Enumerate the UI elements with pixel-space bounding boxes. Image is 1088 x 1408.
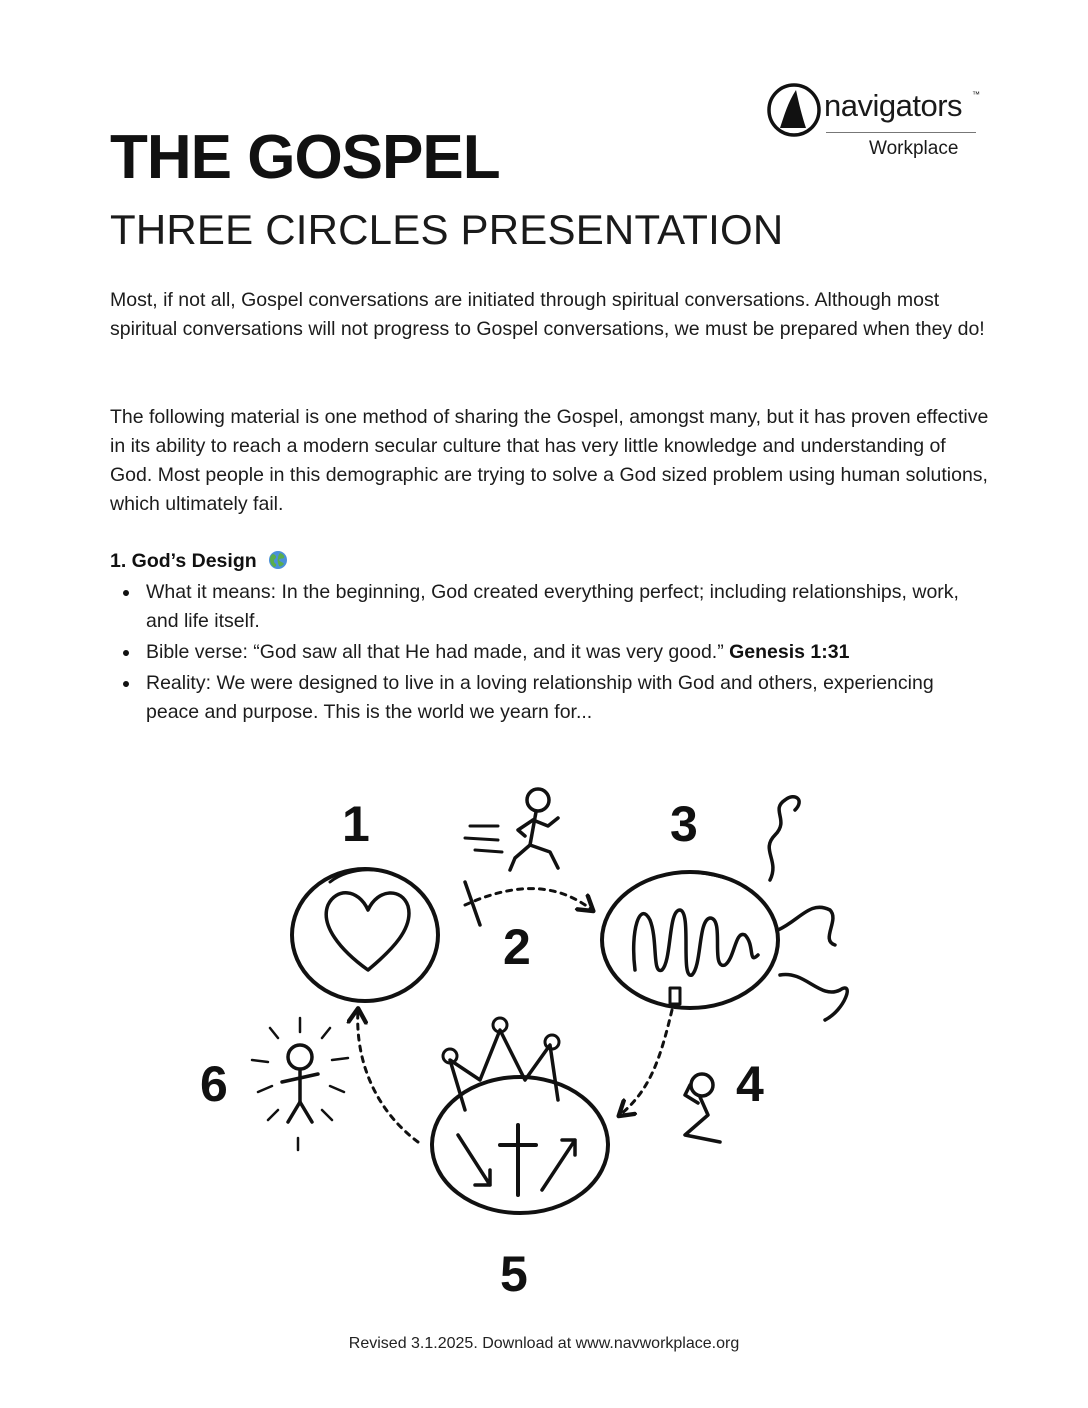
step-number-6: 6 bbox=[200, 1056, 228, 1112]
cross-icon bbox=[500, 1125, 536, 1195]
section-heading-text: 1. God’s Design bbox=[110, 550, 257, 572]
intro-paragraph-2: The following material is one method of sharing the Gospel, amongst many, but it has proven effective in its ability to reach a modern secular culture that has very little knowledge and understanding of God. Most people in this demographic are trying to solve a God sized problem using human solutions, which ultimately fail. bbox=[110, 406, 989, 515]
repent-arrow bbox=[620, 1010, 672, 1115]
bullet-item: What it means: In the beginning, God created everything perfect; including relationships, work, and life itself. bbox=[110, 578, 990, 636]
brokenness-circle bbox=[602, 797, 847, 1020]
scribble-icon bbox=[634, 910, 758, 975]
navigators-workplace-logo bbox=[766, 82, 981, 162]
step-number-3: 3 bbox=[670, 796, 698, 852]
step-number-2: 2 bbox=[503, 919, 531, 975]
step-number-4: 4 bbox=[736, 1056, 764, 1112]
step-number-5: 5 bbox=[500, 1246, 528, 1302]
down-arrow-icon bbox=[458, 1135, 490, 1185]
logo-trademark: ™ bbox=[972, 90, 980, 99]
restoration-arrow bbox=[358, 1010, 418, 1142]
logo-name: navigators bbox=[824, 88, 963, 123]
gospel-circle bbox=[432, 1018, 608, 1213]
bullet-item: Reality: We were designed to live in a loving relationship with God and others, experiencing peace and purpose. This is the world we yearn for... bbox=[110, 669, 990, 727]
design-circle bbox=[292, 869, 438, 1001]
logo-subtitle: Workplace bbox=[869, 138, 959, 159]
page-subtitle: THREE CIRCLES PRESENTATION bbox=[110, 206, 784, 253]
kneeling-person-icon bbox=[685, 1074, 720, 1142]
sail-logo-icon bbox=[766, 82, 822, 138]
radiant-person-icon bbox=[252, 1018, 348, 1150]
step-number-1: 1 bbox=[342, 796, 370, 852]
bullet-item: Bible verse: “God saw all that He had made, and it was very good.” Genesis 1:31 bbox=[110, 638, 990, 667]
logo-divider bbox=[826, 132, 976, 133]
bible-reference: Genesis 1:31 bbox=[729, 641, 850, 663]
footer-text: Revised 3.1.2025. Download at www.navworkplace.org bbox=[348, 1335, 740, 1352]
diagram-drawing bbox=[180, 770, 900, 1310]
squiggle-icon bbox=[769, 797, 799, 880]
up-arrow-icon bbox=[542, 1140, 575, 1190]
crown-icon bbox=[450, 1030, 558, 1110]
globe-icon bbox=[268, 550, 288, 570]
section-bullet-list bbox=[110, 578, 990, 729]
section-heading bbox=[110, 550, 288, 573]
page-title: THE GOSPEL bbox=[110, 123, 500, 192]
three-circles-diagram bbox=[180, 770, 900, 1310]
intro-paragraph-1: Most, if not all, Gospel conversations are initiated through spiritual conversations. Although most spiritual conversations will not progress to Gospel conversations, we must be prepared when they do! bbox=[110, 289, 985, 340]
departure-arrow bbox=[465, 889, 592, 910]
running-person-icon bbox=[465, 789, 558, 870]
heart-icon bbox=[326, 893, 409, 970]
